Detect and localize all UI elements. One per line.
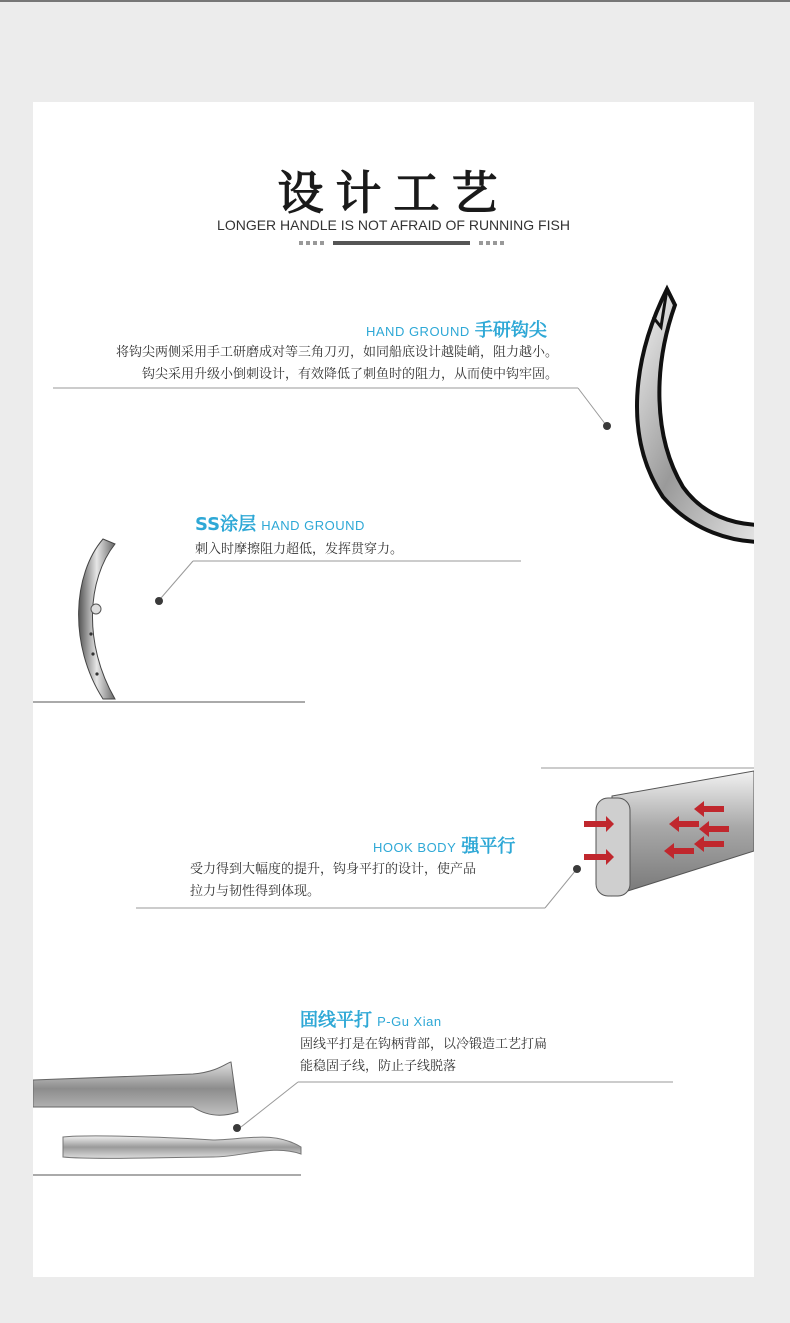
top-border	[0, 0, 790, 2]
feature-2-heading-en: HAND GROUND	[261, 518, 365, 533]
feature-3-heading-cn: 强平行	[461, 836, 516, 857]
feature-3-heading-en: HOOK BODY	[373, 840, 457, 855]
feature-1-heading-cn: 手研钩尖	[474, 320, 547, 341]
feature-1-line-1: 将钩尖两侧采用手工研磨成对等三角刀刃，如同船底设计越陡峭，阻力越小。	[115, 345, 558, 360]
flattened-shank-image	[33, 1062, 303, 1172]
feature-4-heading-cn: 固线平打	[300, 1010, 372, 1031]
feature-4-line-2: 能稳固子线，防止子线脱落	[300, 1059, 457, 1074]
feature-3-line-1: 受力得到大幅度的提升，钩身平打的设计，使产品	[190, 862, 477, 877]
feature-3-line-2: 拉力与韧性得到体现。	[190, 884, 321, 899]
feature-2-line-1: 刺入时摩擦阻力超低，发挥贯穿力。	[195, 542, 404, 557]
feature-4-heading-en: P-Gu Xian	[377, 1014, 442, 1029]
page-title: 设计工艺	[277, 166, 510, 220]
feature-4-line-1: 固线平打是在钩柄背部，以冷锻造工艺打扁	[300, 1037, 548, 1052]
design-craft-panel	[33, 102, 754, 1277]
feature-2-heading-cn: SS涂层	[195, 514, 257, 535]
feature-1-line-2: 钩尖采用升级小倒刺设计，有效降低了刺鱼时的阻力，从而使中钩牢固。	[141, 367, 558, 382]
feature-1-heading-en: HAND GROUND	[366, 324, 470, 339]
page-subtitle: LONGER HANDLE IS NOT AFRAID OF RUNNING FISH	[217, 217, 570, 233]
